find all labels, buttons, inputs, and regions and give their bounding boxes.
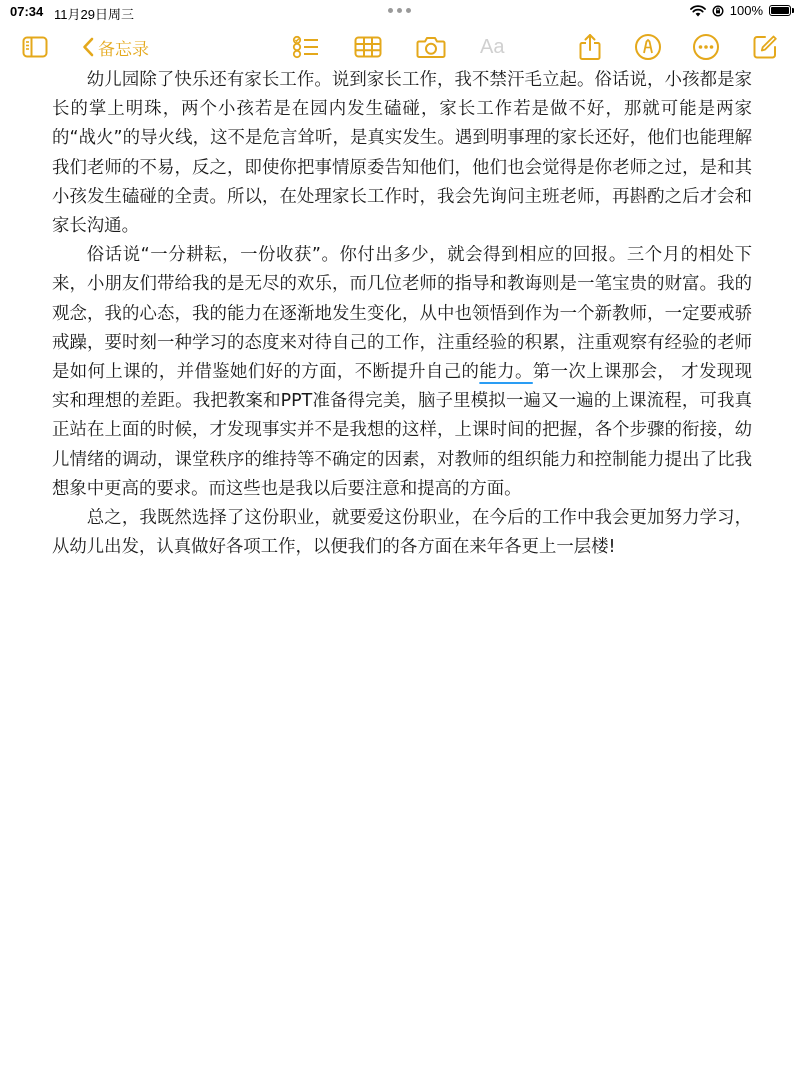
note-paragraph-2-text: 俗话说“一分耕耘，一份收获”。你付出多少，就会得到相应的回报。三个月的相处下来，小朋友们带给我的是无尽的欢乐，而几位老师的指导和教诲则是一笔宝贵的财富。我的观念，我的心态，我的能力在逐渐地发生变化，从中也领悟到作为一个新教师，一定要戒骄戒躁，要时刻一种学习的态度来对待自己的工作，注重经验的积累，注重观察有经验的老师是如何上课的，并借鉴她们好的方面，不断提升自己的 (52, 245, 752, 383)
orientation-lock-icon (712, 5, 724, 17)
note-paragraph-3[interactable]: 总之，我既然选择了这份职业，就要爱这份职业，在今后的工作中我会更加努力学习，从幼儿出发，认真做好各项工作，以便我们的各方面在来年各更上一层楼! (52, 508, 752, 558)
back-button[interactable] (82, 32, 149, 62)
multitasking-dots-icon[interactable] (388, 8, 411, 13)
note-paragraph-2-continuation: 第一次上课那会， 才发现现实和理想的差距。我把教案和PPT准备得完美，脑子里模拟一遍又一遍的上课流程，可我真正站在上面的时候，才发现事实并不是我想的这样，上课时间的把握，各个步骤的衔接，幼儿情绪的调动，课堂秩序的维持等不确定的因素，对教师的组织能力和控制能力提出了比我想象中更高的要求。而这些也是我以后要注意和提高的方面。 (52, 362, 752, 499)
camera-button[interactable] (416, 32, 446, 62)
checklist-icon (292, 35, 320, 59)
table-button[interactable] (354, 32, 382, 62)
ellipsis-circle-icon (692, 33, 720, 61)
note-body[interactable] (52, 66, 752, 562)
status-indicators (690, 3, 791, 18)
markup-button[interactable] (634, 32, 662, 62)
camera-icon (416, 35, 446, 59)
format-aa-label: Aa (480, 35, 505, 58)
share-icon (578, 33, 602, 61)
status-bar (0, 0, 799, 24)
underlined-word: 能力。 (479, 362, 533, 383)
more-button[interactable] (692, 32, 720, 62)
status-date: 11月29日周三 (54, 7, 134, 22)
battery-percent: 100% (729, 3, 763, 18)
status-time: 07:34 (10, 4, 44, 19)
markup-pen-icon (634, 33, 662, 61)
wifi-icon (690, 5, 706, 17)
back-button-label: 备忘录 (98, 39, 149, 59)
compose-icon (752, 34, 778, 60)
note-paragraph-1[interactable]: 幼儿园除了快乐还有家长工作。说到家长工作，我不禁汗毛立起。俗话说，小孩都是家长的掌上明珠，两个小孩若是在园内发生磕碰，家长工作若是做不好，那就可能是两家的“战火”的导火线，这不是危言耸听，是真实发生。遇到明事理的家长还好，他们也能理解我们老师的不易，反之，即使你把事情原委告知他们，他们也会觉得是你老师之过，是和其小孩发生磕碰的全责。所以，在处理家长工作时，我会先询问主班老师，再斟酌之后才会和家长沟通。 (52, 70, 752, 237)
table-icon (354, 36, 382, 58)
sidebar-button[interactable] (22, 32, 48, 62)
sidebar-icon (22, 36, 48, 58)
chevron-left-icon (82, 37, 94, 57)
share-button[interactable] (578, 32, 602, 62)
note-paragraph-2[interactable] (52, 241, 752, 504)
battery-icon (769, 5, 791, 16)
notes-toolbar (0, 24, 799, 70)
format-text-button[interactable] (480, 32, 504, 62)
compose-button[interactable] (752, 32, 778, 62)
checklist-button[interactable] (292, 32, 320, 62)
